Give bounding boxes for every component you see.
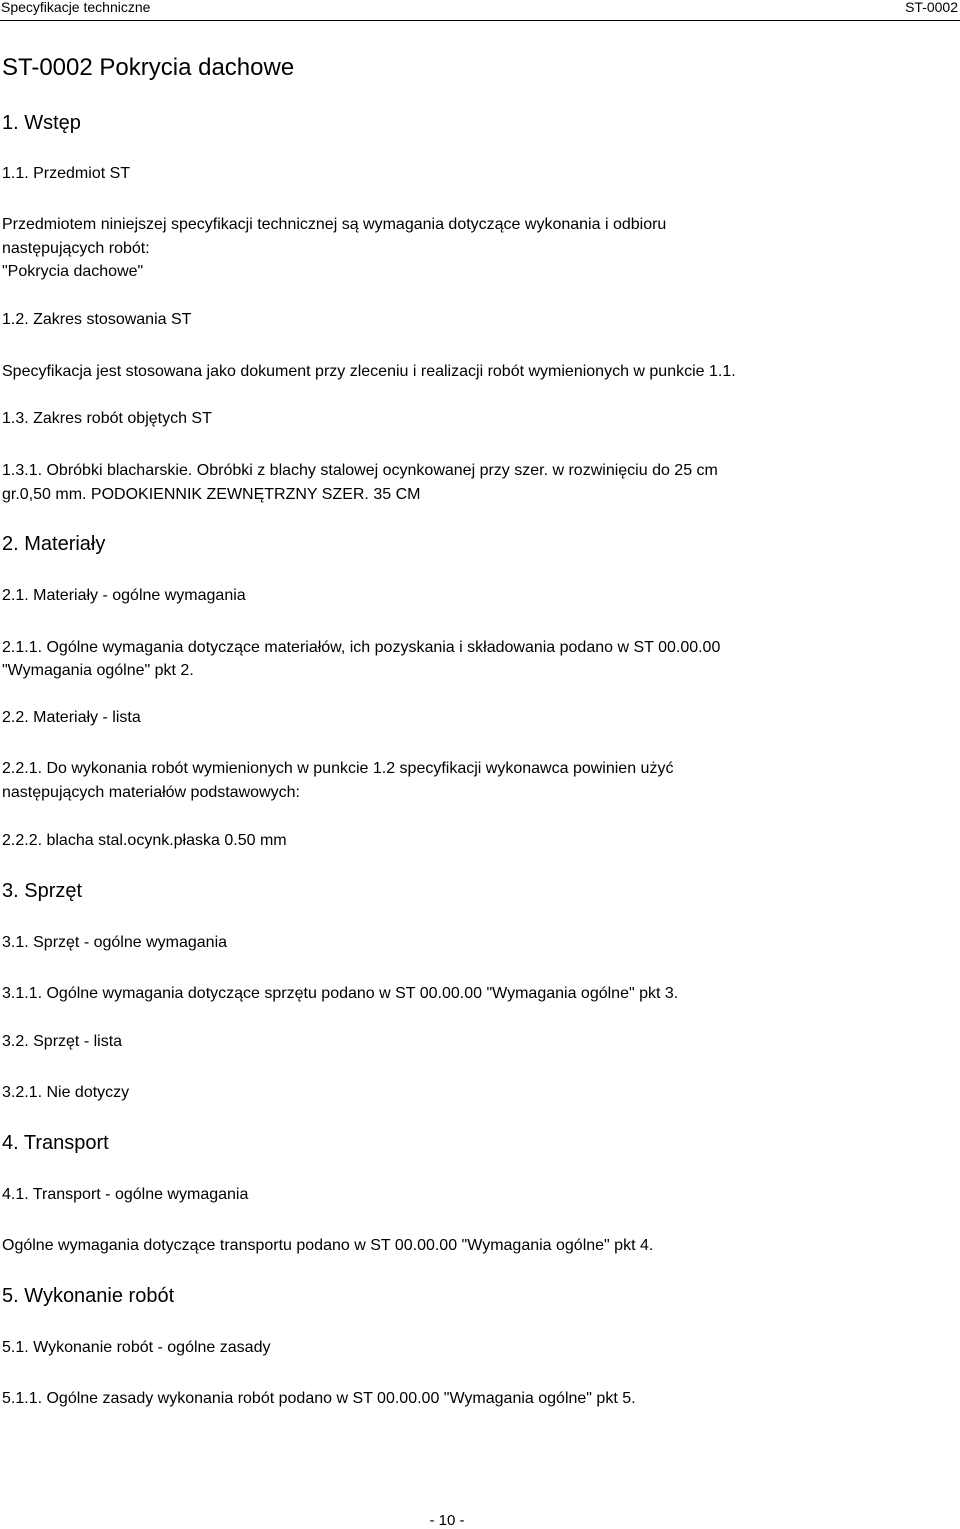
header-doc-type: Specyfikacje techniczne bbox=[1, 0, 151, 15]
heading-1-1: 1.1. Przedmiot ST bbox=[2, 165, 131, 182]
paragraph-2-2-2: 2.2.2. blacha stal.ocynk.płaska 0.50 mm bbox=[2, 832, 287, 849]
paragraph-2-2-1-line-2: następujących materiałów podstawowych: bbox=[2, 784, 300, 801]
heading-1-2: 1.2. Zakres stosowania ST bbox=[2, 311, 192, 328]
page-number: - 10 - bbox=[429, 1512, 465, 1529]
heading-2: 2. Materiały bbox=[2, 533, 106, 555]
document-title: ST-0002 Pokrycia dachowe bbox=[2, 54, 295, 81]
heading-3-2: 3.2. Sprzęt - lista bbox=[2, 1033, 123, 1050]
heading-2-2: 2.2. Materiały - lista bbox=[2, 709, 141, 726]
heading-4: 4. Transport bbox=[2, 1132, 109, 1154]
heading-4-1: 4.1. Transport - ogólne wymagania bbox=[2, 1186, 249, 1203]
paragraph-2-1-1-line-2: "Wymagania ogólne" pkt 2. bbox=[2, 662, 194, 679]
paragraph-3-2-1: 3.2.1. Nie dotyczy bbox=[2, 1084, 130, 1101]
paragraph-1-3-1-line-1: 1.3.1. Obróbki blacharskie. Obróbki z blachy stalowej ocynkowanej przy szer. w rozwinięciu do 25 cm bbox=[2, 462, 718, 479]
heading-3: 3. Sprzęt bbox=[2, 880, 83, 902]
paragraph-1-2: Specyfikacja jest stosowana jako dokument przy zleceniu i realizacji robót wymienionych w punkcie 1.1. bbox=[2, 363, 736, 380]
paragraph-4: Ogólne wymagania dotyczące transportu podano w ST 00.00.00 "Wymagania ogólne" pkt 4. bbox=[2, 1237, 654, 1254]
header-doc-code: ST-0002 bbox=[905, 0, 958, 15]
paragraph-1-1-line-2: następujących robót: bbox=[2, 240, 150, 257]
heading-2-1: 2.1. Materiały - ogólne wymagania bbox=[2, 587, 246, 604]
paragraph-2-1-1-line-1: 2.1.1. Ogólne wymagania dotyczące materiałów, ich pozyskania i składowania podano w ST 00.00.00 bbox=[2, 639, 721, 656]
paragraph-2-2-1-line-1: 2.2.1. Do wykonania robót wymienionych w punkcie 1.2 specyfikacji wykonawca powinien użyć bbox=[2, 760, 674, 777]
paragraph-5-1-1: 5.1.1. Ogólne zasady wykonania robót podano w ST 00.00.00 "Wymagania ogólne" pkt 5. bbox=[2, 1390, 636, 1407]
paragraph-1-1-line-3: "Pokrycia dachowe" bbox=[2, 263, 144, 280]
heading-1-3: 1.3. Zakres robót objętych ST bbox=[2, 410, 212, 427]
heading-3-1: 3.1. Sprzęt - ogólne wymagania bbox=[2, 934, 228, 951]
heading-5: 5. Wykonanie robót bbox=[2, 1285, 175, 1307]
page-header bbox=[0, 0, 960, 21]
paragraph-1-3-1-line-2: gr.0,50 mm. PODOKIENNIK ZEWNĘTRZNY SZER. 35 CM bbox=[2, 486, 421, 503]
paragraph-3-1-1: 3.1.1. Ogólne wymagania dotyczące sprzętu podano w ST 00.00.00 "Wymagania ogólne" pkt 3. bbox=[2, 985, 679, 1002]
heading-1: 1. Wstęp bbox=[2, 112, 81, 134]
paragraph-1-1-line-1: Przedmiotem niniejszej specyfikacji technicznej są wymagania dotyczące wykonania i odbioru bbox=[2, 216, 667, 233]
heading-5-1: 5.1. Wykonanie robót - ogólne zasady bbox=[2, 1339, 271, 1356]
